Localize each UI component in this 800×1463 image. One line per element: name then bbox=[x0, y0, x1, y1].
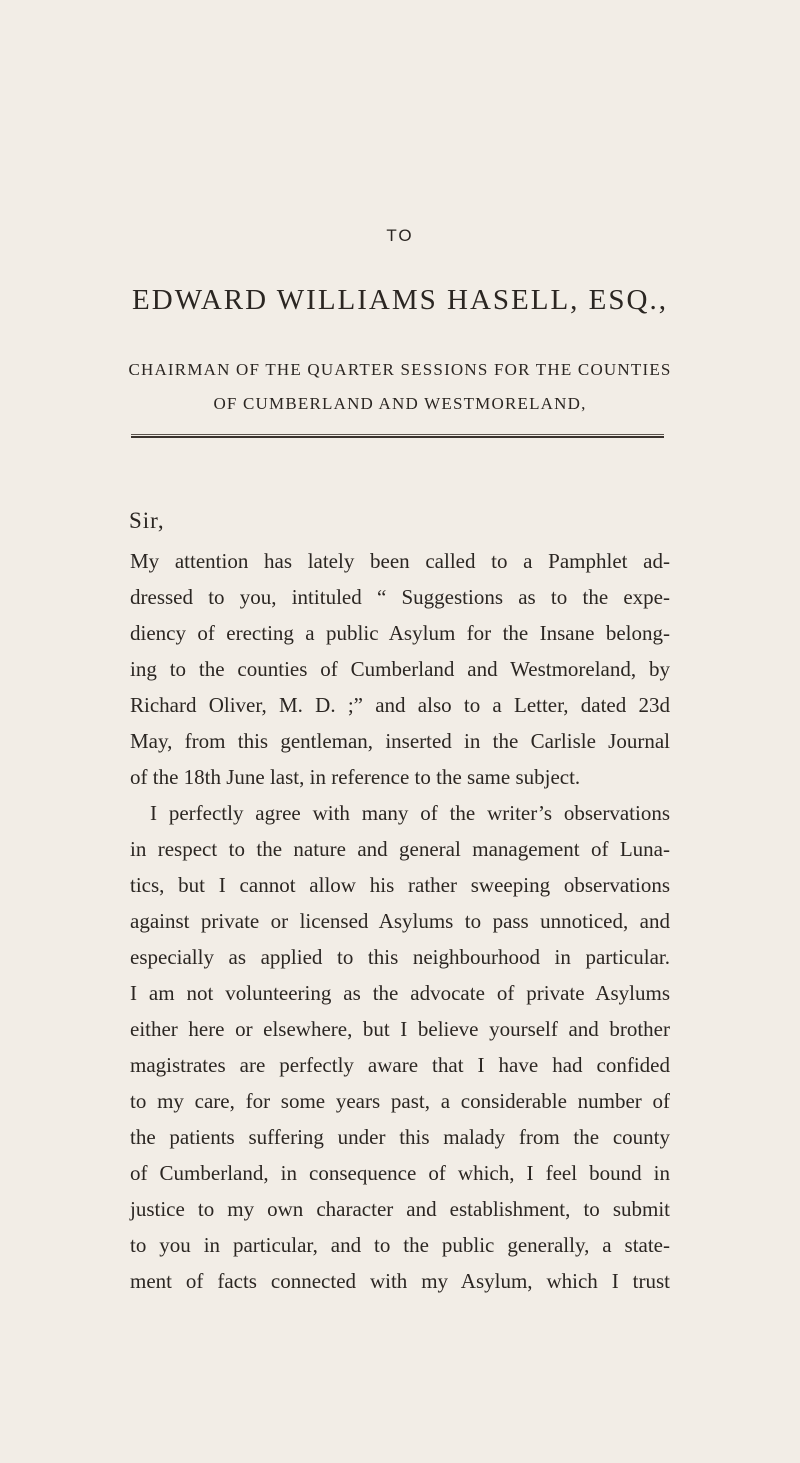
body-line: I am not volunteering as the advocate of private Asylums bbox=[130, 981, 670, 1005]
body-line: either here or elsewhere, but I believe yourself and brother bbox=[130, 1017, 670, 1041]
body-line: ment of facts connected with my Asylum, which I trust bbox=[130, 1269, 670, 1293]
body-line: dressed to you, intituled “ Suggestions as to the expe- bbox=[130, 585, 670, 609]
body-line: ing to the counties of Cumberland and Westmoreland, by bbox=[130, 657, 670, 681]
body-line: to you in particular, and to the public generally, a state- bbox=[130, 1233, 670, 1257]
body-line: My attention has lately been called to a Pamphlet ad- bbox=[130, 549, 670, 573]
letter-body bbox=[130, 543, 670, 1299]
horizontal-rule bbox=[131, 434, 664, 438]
body-line: diency of erecting a public Asylum for the Insane belong- bbox=[130, 621, 670, 645]
body-line: of the 18th June last, in reference to the same subject. bbox=[130, 765, 581, 789]
body-line: May, from this gentleman, inserted in the Carlisle Journal bbox=[130, 729, 670, 753]
addressee-title-line-2: OF CUMBERLAND AND WESTMORELAND, bbox=[213, 394, 587, 413]
addressee-title-line-1: CHAIRMAN OF THE QUARTER SESSIONS FOR THE COUNTIES bbox=[128, 360, 672, 379]
body-line: against private or licensed Asylums to pass unnoticed, and bbox=[130, 909, 670, 933]
body-line: in respect to the nature and general management of Luna- bbox=[130, 837, 670, 861]
body-line: I perfectly agree with many of the writer’s observations bbox=[150, 801, 670, 825]
dedication-to: TO bbox=[386, 226, 414, 245]
body-line: of Cumberland, in consequence of which, I feel bound in bbox=[130, 1161, 670, 1185]
body-line: to my care, for some years past, a considerable number of bbox=[130, 1089, 670, 1113]
salutation: Sir, bbox=[129, 508, 165, 533]
body-line: tics, but I cannot allow his rather sweeping observations bbox=[130, 873, 670, 897]
body-line: the patients suffering under this malady from the county bbox=[130, 1125, 670, 1149]
addressee-name: EDWARD WILLIAMS HASELL, ESQ., bbox=[132, 284, 668, 316]
body-line: Richard Oliver, M. D. ;” and also to a Letter, dated 23d bbox=[130, 693, 670, 717]
body-line: especially as applied to this neighbourhood in particular. bbox=[130, 945, 670, 969]
body-line: magistrates are perfectly aware that I have had confided bbox=[130, 1053, 670, 1077]
body-line: justice to my own character and establishment, to submit bbox=[130, 1197, 670, 1221]
